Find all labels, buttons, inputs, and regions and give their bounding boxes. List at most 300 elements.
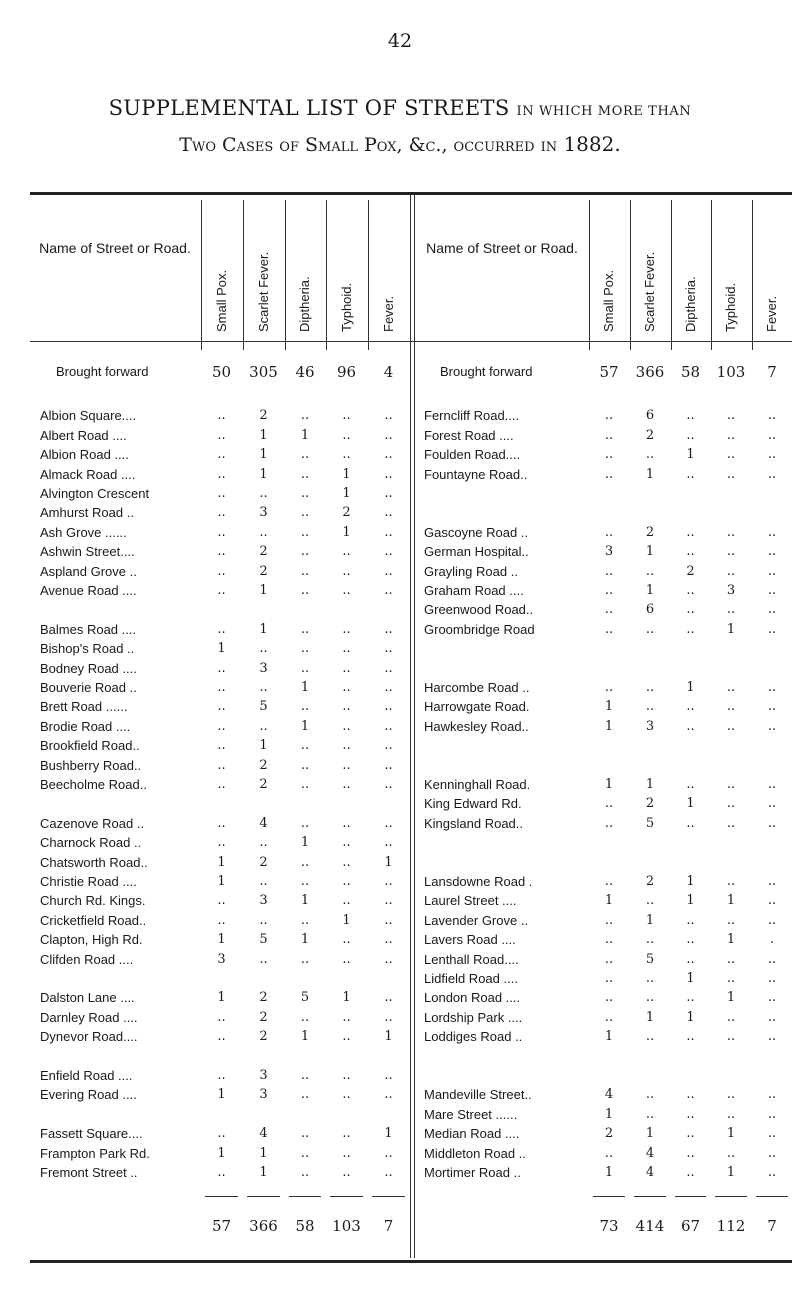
left-cell-small-pox: .. [217, 660, 226, 676]
right-cell-small-pox: .. [604, 466, 614, 482]
left-row-name: Aspland Grove .. [40, 563, 137, 579]
left-cell-fever: .. [384, 447, 393, 463]
right-cell-scarlet-fever: .. [645, 680, 655, 695]
left-header-small-pox: Small Pox. [213, 269, 229, 332]
right-cell-diptheria: 58 [680, 363, 701, 381]
left-cell-small-pox: 1 [217, 854, 226, 870]
right-header-diptheria: Diptheria. [682, 276, 698, 332]
left-cell-small-pox: .. [217, 544, 226, 560]
left-cell-scarlet-fever: 2 [259, 990, 268, 1006]
left-row-name: Albert Road .... [40, 427, 127, 443]
left-row-name: Alvington Crescent [40, 486, 150, 501]
right-cell-typhoid: .. [726, 796, 736, 812]
left-row-name: Beecholme Road.. [40, 777, 147, 792]
right-cell-small-pox: .. [604, 602, 614, 618]
right-cell-scarlet-fever: .. [645, 893, 655, 909]
subtitle-year: 1882. [563, 132, 621, 156]
right-row-name: Grayling Road .. [424, 563, 518, 579]
left-cell-diptheria: .. [300, 912, 310, 928]
left-total-typhoid: 103 [332, 1217, 361, 1235]
right-cell-diptheria: .. [686, 718, 695, 734]
subtitle-prefix: Two Cases of Small Pox, &c., occurred in [179, 134, 558, 156]
right-cell-diptheria: .. [686, 777, 695, 792]
left-cell-diptheria: .. [300, 447, 310, 463]
left-cell-scarlet-fever: 4 [259, 815, 268, 831]
left-cell-small-pox: .. [217, 408, 226, 424]
right-cell-diptheria: .. [686, 1106, 695, 1122]
right-cell-fever: .. [767, 971, 777, 986]
right-row-name: Mandeville Street.. [424, 1087, 532, 1103]
right-cell-scarlet-fever: 1 [645, 544, 655, 560]
right-cell-typhoid: .. [726, 1145, 736, 1161]
left-total-rule [289, 1196, 321, 1197]
left-cell-scarlet-fever: 1 [259, 738, 268, 754]
right-cell-scarlet-fever: .. [645, 621, 655, 637]
left-cell-typhoid: .. [342, 1165, 351, 1180]
right-cell-diptheria: .. [686, 524, 695, 540]
left-cell-fever: .. [384, 486, 393, 501]
left-cell-typhoid: 2 [342, 505, 351, 521]
right-cell-typhoid: 1 [726, 932, 736, 948]
right-column-rule [711, 200, 712, 350]
left-cell-scarlet-fever: .. [259, 835, 268, 851]
right-cell-scarlet-fever: .. [645, 932, 655, 948]
right-total-rule [634, 1196, 666, 1197]
left-cell-small-pox: .. [217, 718, 226, 734]
right-row-name: Gascoyne Road .. [424, 524, 529, 540]
left-cell-diptheria: 1 [300, 835, 310, 851]
title-small: IN WHICH MORE THAN [516, 104, 692, 119]
page-subtitle [0, 132, 800, 156]
left-cell-small-pox: 50 [211, 363, 232, 381]
right-cell-small-pox: 2 [604, 1126, 614, 1142]
right-cell-fever: .. [767, 1165, 777, 1180]
left-cell-scarlet-fever: .. [259, 524, 268, 540]
left-cell-scarlet-fever: 2 [259, 854, 268, 870]
left-cell-small-pox: .. [217, 447, 226, 463]
right-cell-typhoid: .. [726, 912, 736, 928]
left-cell-scarlet-fever: 1 [259, 447, 268, 463]
right-cell-small-pox: 1 [604, 1106, 614, 1122]
left-cell-small-pox: .. [217, 1068, 226, 1083]
right-cell-scarlet-fever: 5 [645, 815, 655, 831]
left-cell-small-pox: .. [217, 1029, 226, 1045]
right-row-name: Ferncliff Road.... [424, 408, 520, 424]
right-row-name: Graham Road .... [424, 583, 524, 598]
left-cell-diptheria: .. [300, 757, 310, 773]
right-row-name: Laurel Street .... [424, 893, 517, 909]
right-cell-scarlet-fever: .. [645, 1087, 655, 1103]
right-cell-small-pox: .. [604, 912, 614, 928]
left-cell-diptheria: .. [300, 1068, 310, 1083]
right-cell-typhoid: .. [726, 815, 736, 831]
right-row-name: Brought forward [440, 364, 533, 379]
right-column-rule [752, 200, 753, 350]
left-row-name: Dalston Lane .... [40, 990, 135, 1006]
right-cell-fever: .. [767, 524, 777, 540]
right-row-name: Lavender Grove .. [424, 912, 529, 928]
left-cell-fever: .. [384, 1145, 393, 1161]
left-cell-fever: .. [384, 427, 393, 443]
left-cell-fever: .. [384, 738, 393, 754]
right-cell-typhoid: .. [726, 447, 736, 463]
right-cell-fever: .. [767, 912, 777, 928]
left-cell-typhoid: .. [342, 951, 351, 967]
left-cell-diptheria: .. [300, 408, 310, 424]
right-cell-typhoid: 1 [726, 1126, 736, 1142]
left-cell-small-pox: .. [217, 563, 226, 579]
right-cell-typhoid: .. [726, 427, 736, 443]
right-cell-small-pox: 1 [604, 718, 614, 734]
left-cell-scarlet-fever: .. [259, 641, 268, 657]
left-row-name: Church Rd. Kings. [40, 893, 146, 909]
right-cell-fever: .. [767, 602, 777, 618]
left-cell-small-pox: .. [217, 621, 226, 637]
left-cell-typhoid: .. [342, 718, 351, 734]
right-cell-fever: .. [767, 699, 777, 715]
right-cell-diptheria: 1 [686, 874, 695, 889]
right-cell-diptheria: .. [686, 544, 695, 560]
left-cell-fever: .. [384, 777, 393, 792]
right-cell-diptheria: .. [686, 699, 695, 715]
right-cell-small-pox: .. [604, 815, 614, 831]
right-row-name: Forest Road .... [424, 427, 514, 443]
right-cell-typhoid: .. [726, 951, 736, 967]
left-row-name: Ash Grove ...... [40, 524, 127, 540]
left-row-name: Bishop's Road .. [40, 641, 135, 657]
right-row-name: Fountayne Road.. [424, 466, 528, 482]
right-cell-diptheria: 1 [686, 893, 695, 909]
right-cell-diptheria: .. [686, 408, 695, 424]
left-cell-diptheria: .. [300, 544, 310, 560]
right-cell-fever: .. [767, 1087, 777, 1103]
left-row-name: Evering Road .... [40, 1087, 137, 1103]
right-cell-small-pox: .. [604, 583, 614, 598]
left-cell-diptheria: 1 [300, 427, 310, 443]
right-row-name: Harcombe Road .. [424, 680, 530, 695]
left-cell-diptheria: .. [300, 777, 310, 792]
left-cell-typhoid: .. [342, 738, 351, 754]
left-cell-typhoid: .. [342, 893, 351, 909]
rule-bottom [30, 1260, 792, 1263]
right-cell-typhoid: 103 [716, 363, 746, 381]
left-cell-scarlet-fever: 3 [259, 1068, 268, 1083]
right-cell-small-pox: 1 [604, 1029, 614, 1045]
right-cell-typhoid: 1 [726, 990, 736, 1006]
left-cell-small-pox: 3 [217, 951, 226, 967]
left-cell-fever: 1 [384, 1029, 393, 1045]
left-cell-fever: .. [384, 718, 393, 734]
center-double-rule [410, 195, 415, 1258]
left-cell-small-pox: .. [217, 524, 226, 540]
left-cell-small-pox: .. [217, 738, 226, 754]
left-column-rule [201, 200, 202, 350]
right-cell-fever: .. [767, 544, 777, 560]
left-row-name: Brought forward [56, 364, 149, 379]
right-row-name: Hawkesley Road.. [424, 718, 529, 734]
right-cell-scarlet-fever: 6 [645, 602, 655, 618]
right-cell-fever: .. [767, 466, 777, 482]
left-total-scarlet-fever: 366 [249, 1217, 278, 1235]
right-cell-typhoid: .. [726, 524, 736, 540]
right-cell-small-pox: 4 [604, 1087, 614, 1103]
left-row-name: Brodie Road .... [40, 718, 131, 734]
right-cell-scarlet-fever: 1 [645, 912, 655, 928]
right-cell-scarlet-fever: 1 [645, 466, 655, 482]
right-cell-fever: .. [767, 447, 777, 463]
left-cell-small-pox: .. [217, 1126, 226, 1142]
right-cell-fever: .. [767, 621, 777, 637]
right-total-rule [593, 1196, 625, 1197]
right-cell-scarlet-fever: 4 [645, 1165, 655, 1180]
right-cell-scarlet-fever: .. [645, 1029, 655, 1045]
left-cell-diptheria: 1 [300, 893, 310, 909]
left-row-name: Brett Road ...... [40, 699, 128, 715]
right-cell-diptheria: .. [686, 466, 695, 482]
left-cell-fever: .. [384, 641, 393, 657]
left-cell-typhoid: .. [342, 1068, 351, 1083]
left-row-name: Bouverie Road .. [40, 680, 137, 695]
left-cell-fever: .. [384, 699, 393, 715]
left-cell-fever: .. [384, 990, 393, 1006]
left-column-rule [326, 200, 327, 350]
left-cell-diptheria: .. [300, 641, 310, 657]
left-cell-small-pox: .. [217, 680, 226, 695]
left-cell-fever: .. [384, 1087, 393, 1103]
right-total-rule [715, 1196, 747, 1197]
left-cell-typhoid: 96 [336, 363, 357, 381]
right-row-name: Mortimer Road .. [424, 1165, 521, 1180]
left-cell-diptheria: .. [300, 505, 310, 521]
right-cell-typhoid: .. [726, 718, 736, 734]
right-cell-typhoid: .. [726, 874, 736, 889]
right-header-small-pox: Small Pox. [601, 269, 616, 332]
right-cell-small-pox: 1 [604, 777, 614, 792]
right-cell-typhoid: .. [726, 563, 736, 579]
right-cell-fever: .. [767, 815, 777, 831]
left-cell-diptheria: .. [300, 1165, 310, 1180]
left-cell-typhoid: .. [342, 563, 351, 579]
left-cell-small-pox: .. [217, 757, 226, 773]
left-header-typhoid: Typhoid. [338, 282, 354, 332]
left-row-name: Albion Square.... [40, 408, 137, 424]
right-cell-scarlet-fever: 2 [645, 796, 655, 812]
left-cell-scarlet-fever: 3 [259, 660, 268, 676]
left-cell-typhoid: .. [342, 447, 351, 463]
left-cell-small-pox: .. [217, 699, 226, 715]
left-cell-typhoid: 1 [342, 524, 351, 540]
right-cell-fever: .. [767, 427, 777, 443]
left-row-name: Christie Road .... [40, 874, 137, 889]
left-cell-small-pox: .. [217, 835, 226, 851]
right-row-name: Kenninghall Road. [424, 777, 531, 792]
left-cell-diptheria: .. [300, 524, 310, 540]
left-row-name: Chatsworth Road.. [40, 854, 148, 870]
left-cell-diptheria: 1 [300, 1029, 310, 1045]
right-cell-typhoid: .. [726, 602, 736, 618]
left-cell-fever: .. [384, 563, 393, 579]
right-cell-small-pox: 57 [599, 363, 619, 381]
left-cell-typhoid: .. [342, 777, 351, 792]
left-cell-small-pox: .. [217, 815, 226, 831]
right-row-name: Mare Street ...... [424, 1106, 518, 1122]
right-cell-diptheria: 1 [686, 796, 695, 812]
right-cell-diptheria: .. [686, 583, 695, 598]
left-row-name: Darnley Road .... [40, 1009, 138, 1025]
left-cell-scarlet-fever: .. [259, 680, 268, 695]
right-cell-scarlet-fever: .. [645, 563, 655, 579]
left-cell-small-pox: .. [217, 505, 226, 521]
right-cell-typhoid: .. [726, 699, 736, 715]
left-row-name: Charnock Road .. [40, 835, 142, 851]
left-row-name: Frampton Park Rd. [40, 1145, 150, 1161]
left-cell-diptheria: .. [300, 660, 310, 676]
right-cell-scarlet-fever: 2 [645, 427, 655, 443]
right-cell-scarlet-fever: 5 [645, 951, 655, 967]
left-cell-fever: .. [384, 544, 393, 560]
left-row-name: Clapton, High Rd. [40, 932, 143, 948]
right-cell-scarlet-fever: 1 [645, 1126, 655, 1142]
right-cell-diptheria: .. [686, 951, 695, 967]
left-cell-fever: .. [384, 951, 393, 967]
right-total-scarlet-fever: 414 [635, 1217, 665, 1235]
left-cell-diptheria: 1 [300, 932, 310, 948]
right-cell-typhoid: .. [726, 408, 736, 424]
left-row-name: Amhurst Road .. [40, 505, 134, 521]
right-row-name: Lansdowne Road . [424, 874, 533, 889]
left-row-name: Cricketfield Road.. [40, 912, 147, 928]
left-total-rule [372, 1196, 405, 1197]
left-cell-small-pox: .. [217, 777, 226, 792]
right-cell-typhoid: 1 [726, 893, 736, 909]
right-cell-fever: .. [767, 718, 777, 734]
left-header-name: Name of Street or Road. [39, 240, 191, 256]
left-total-fever: 7 [383, 1217, 394, 1235]
left-cell-typhoid: .. [342, 1087, 351, 1103]
left-cell-typhoid: .. [342, 1145, 351, 1161]
left-cell-typhoid: .. [342, 1126, 351, 1142]
right-cell-diptheria: .. [686, 1145, 695, 1161]
left-cell-small-pox: 1 [217, 932, 226, 948]
left-cell-small-pox: .. [217, 427, 226, 443]
right-cell-diptheria: 1 [686, 1009, 695, 1025]
left-row-name: Albion Road .... [40, 447, 129, 463]
right-total-rule [675, 1196, 706, 1197]
left-total-rule [205, 1196, 238, 1197]
right-row-name: London Road .... [424, 990, 521, 1006]
left-row-name: Fassett Square.... [40, 1126, 143, 1142]
left-row-name: Clifden Road .... [40, 951, 134, 967]
left-cell-typhoid: .. [342, 680, 351, 695]
right-cell-typhoid: .. [726, 1106, 736, 1122]
left-cell-scarlet-fever: 1 [259, 1165, 268, 1180]
right-cell-fever: .. [767, 990, 777, 1006]
right-cell-diptheria: .. [686, 990, 695, 1006]
right-cell-diptheria: .. [686, 1029, 695, 1045]
left-cell-diptheria: .. [300, 466, 310, 482]
right-row-name: Harrowgate Road. [424, 699, 530, 715]
left-cell-scarlet-fever: 2 [259, 408, 268, 424]
left-cell-typhoid: .. [342, 854, 351, 870]
left-cell-typhoid: 1 [342, 486, 351, 501]
left-cell-fever: .. [384, 505, 393, 521]
left-cell-scarlet-fever: 2 [259, 563, 268, 579]
right-cell-fever: 7 [767, 363, 777, 381]
right-cell-fever: .. [767, 1029, 777, 1045]
right-row-name: Greenwood Road.. [424, 602, 534, 618]
left-cell-fever: .. [384, 408, 393, 424]
right-cell-diptheria: .. [686, 932, 695, 948]
right-cell-typhoid: .. [726, 1009, 736, 1025]
right-cell-typhoid: .. [726, 544, 736, 560]
left-header-fever: Fever. [380, 295, 396, 332]
left-column-rule [368, 200, 369, 350]
right-row-name: Lordship Park .... [424, 1009, 523, 1025]
left-cell-typhoid: .. [342, 660, 351, 676]
right-cell-fever: .. [767, 1126, 777, 1142]
right-cell-typhoid: 1 [726, 1165, 736, 1180]
right-cell-scarlet-fever: 366 [635, 363, 665, 381]
left-cell-typhoid: .. [342, 408, 351, 424]
left-cell-fever: .. [384, 680, 393, 695]
left-cell-scarlet-fever: 1 [259, 621, 268, 637]
left-cell-typhoid: .. [342, 583, 351, 598]
right-cell-fever: .. [767, 874, 777, 889]
left-cell-typhoid: .. [342, 932, 351, 948]
left-cell-diptheria: .. [300, 815, 310, 831]
left-cell-small-pox: .. [217, 1165, 226, 1180]
right-cell-small-pox: .. [604, 1009, 614, 1025]
left-cell-small-pox: .. [217, 583, 226, 598]
left-row-name: Avenue Road .... [40, 583, 137, 598]
left-cell-scarlet-fever: .. [259, 718, 268, 734]
left-cell-small-pox: 1 [217, 1087, 226, 1103]
left-cell-small-pox: .. [217, 1009, 226, 1025]
right-cell-diptheria: 1 [686, 447, 695, 463]
right-cell-small-pox: 1 [604, 699, 614, 715]
right-cell-scarlet-fever: .. [645, 699, 655, 715]
right-total-fever: 7 [767, 1217, 777, 1235]
left-cell-small-pox: .. [217, 466, 226, 482]
right-cell-scarlet-fever: 1 [645, 1009, 655, 1025]
left-cell-scarlet-fever: 2 [259, 757, 268, 773]
right-total-small-pox: 73 [599, 1217, 619, 1235]
left-cell-fever: .. [384, 757, 393, 773]
right-cell-fever: .. [767, 893, 777, 909]
left-cell-scarlet-fever: 3 [259, 893, 268, 909]
title-main: SUPPLEMENTAL LIST OF STREETS [108, 96, 510, 120]
left-cell-scarlet-fever: 1 [259, 583, 268, 598]
left-header-scarlet-fever: Scarlet Fever. [255, 251, 271, 332]
right-cell-fever: .. [767, 680, 777, 695]
left-cell-fever: .. [384, 912, 393, 928]
left-cell-fever: .. [384, 1009, 393, 1025]
left-cell-typhoid: .. [342, 1029, 351, 1045]
right-cell-diptheria: 1 [686, 971, 695, 986]
left-cell-diptheria: .. [300, 699, 310, 715]
right-row-name: Lidfield Road .... [424, 971, 518, 986]
right-cell-small-pox: .. [604, 874, 614, 889]
right-cell-typhoid: .. [726, 1087, 736, 1103]
left-cell-fever: .. [384, 660, 393, 676]
right-cell-typhoid: .. [726, 1029, 736, 1045]
right-cell-fever: .. [767, 777, 777, 792]
right-cell-typhoid: .. [726, 466, 736, 482]
right-column-rule [589, 200, 590, 350]
right-cell-scarlet-fever: .. [645, 1106, 655, 1122]
left-total-rule [330, 1196, 363, 1197]
right-total-typhoid: 112 [716, 1217, 746, 1235]
